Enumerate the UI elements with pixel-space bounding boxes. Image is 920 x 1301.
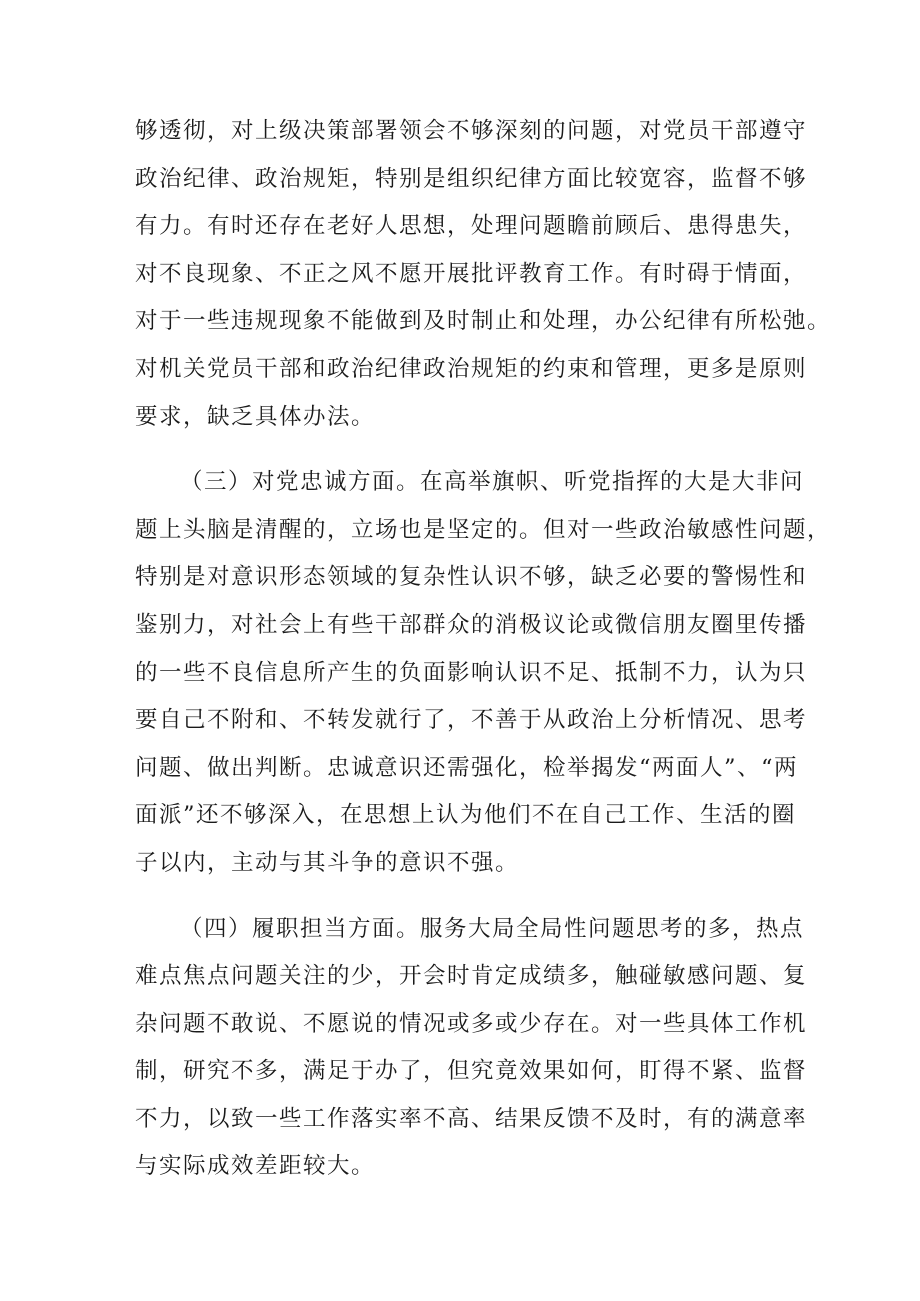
text-line: 有力。有时还存在老好人思想，处理问题瞻前顾后、患得患失， (135, 213, 808, 240)
paragraph-gap (135, 441, 815, 459)
paragraph-responsibility (135, 906, 815, 1192)
text-line: 不力，以致一些工作落实率不高、结果反馈不及时，有的满意率 (135, 1105, 808, 1132)
paragraph-discipline (135, 108, 832, 441)
text-line: 问题、做出判断。忠诚意识还需强化，检举揭发“两面人”、“两 (135, 754, 799, 781)
document-body (135, 108, 832, 1191)
text-line: 的一些不良信息所产生的负面影响认识不足、抵制不力，认为只 (135, 659, 808, 686)
text-line-indented: （三）对党忠诚方面。在高举旗帜、听党指挥的大是大非问 (180, 469, 805, 496)
text-line: 面派”还不够深入，在思想上认为他们不在自己工作、生活的圈 (135, 802, 797, 829)
text-line: 要自己不附和、不转发就行了，不善于从政治上分析情况、思考 (135, 707, 808, 734)
text-line: 杂问题不敢说、不愿说的情况或多或少存在。对一些具体工作机 (135, 1010, 808, 1037)
text-line: 子以内，主动与其斗争的意识不强。 (135, 849, 520, 876)
text-line: 对不良现象、不正之风不愿开展批评教育工作。有时碍于情面， (135, 260, 808, 287)
text-line: 对于一些违规现象不能做到及时制止和处理，办公纪律有所松弛。 (135, 308, 832, 335)
text-line-indented: （四）履职担当方面。服务大局全局性问题思考的多，热点 (180, 915, 805, 942)
paragraph-gap (135, 888, 815, 906)
text-line: 特别是对意识形态领域的复杂性认识不够，缺乏必要的警惕性和 (135, 564, 808, 591)
paragraph-loyalty (135, 459, 832, 887)
text-line: 要求，缺乏具体办法。 (135, 403, 376, 430)
text-line: 与实际成效差距较大。 (135, 1153, 376, 1180)
text-line: 鉴别力，对社会上有些干部群众的消极议论或微信朋友圈里传播 (135, 611, 808, 638)
text-line: 难点焦点问题关注的少，开会时肯定成绩多，触碰敏感问题、复 (135, 963, 808, 990)
text-line: 政治纪律、政治规矩，特别是组织纪律方面比较宽容，监督不够 (135, 165, 808, 192)
text-line: 够透彻，对上级决策部署领会不够深刻的问题，对党员干部遵守 (135, 118, 808, 144)
text-line: 制，研究不多，满足于办了，但究竟效果如何，盯得不紧、监督 (135, 1058, 808, 1085)
text-line: 对机关党员干部和政治纪律政治规矩的约束和管理，更多是原则 (135, 355, 808, 382)
text-line: 题上头脑是清醒的，立场也是坚定的。但对一些政治敏感性问题， (135, 516, 832, 543)
